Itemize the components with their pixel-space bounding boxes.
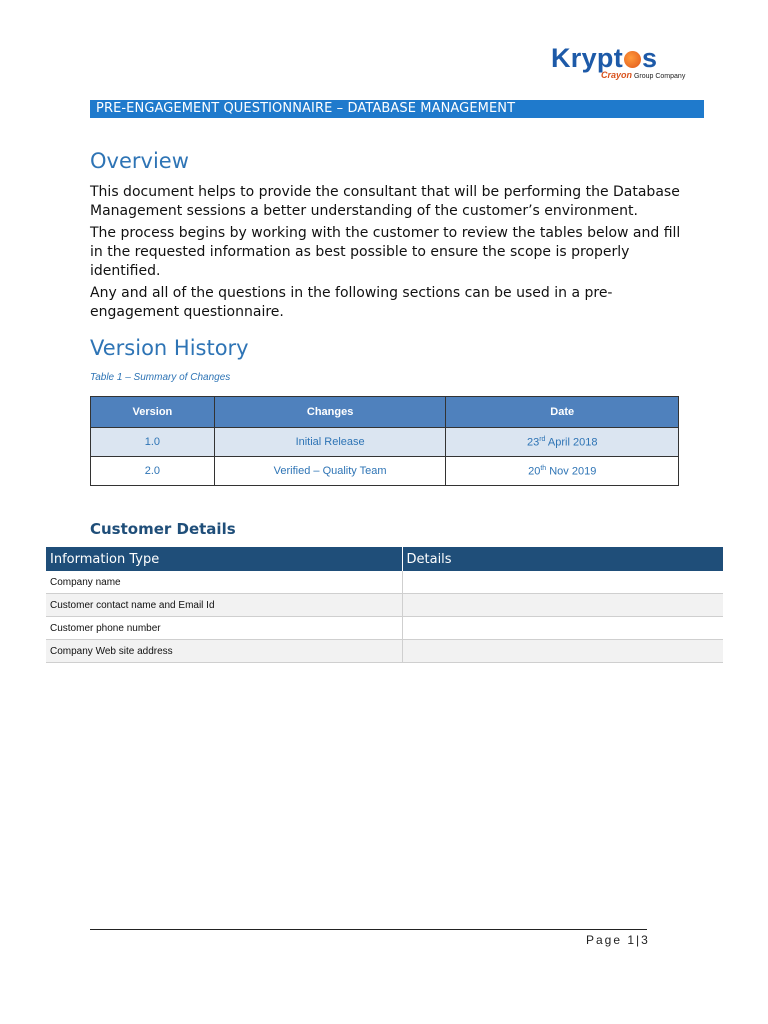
version-cell: 1.0 bbox=[91, 428, 215, 457]
logo-wordmark: Krypt s bbox=[551, 43, 658, 73]
table-header-row bbox=[46, 547, 723, 571]
overview-heading: Overview bbox=[90, 149, 189, 173]
logo-tagline: Crayon Group Company bbox=[601, 70, 686, 80]
details-cell[interactable] bbox=[402, 571, 723, 594]
changes-cell: Initial Release bbox=[214, 428, 446, 457]
version-history-table bbox=[90, 396, 679, 486]
page-number: Page 1|3 bbox=[586, 933, 650, 947]
table-row bbox=[46, 640, 723, 663]
kryptos-logo bbox=[551, 42, 686, 82]
table-caption: Table 1 – Summary of Changes bbox=[90, 372, 231, 383]
changes-cell: Verified – Quality Team bbox=[214, 457, 446, 486]
table-row bbox=[46, 571, 723, 594]
details-cell[interactable] bbox=[402, 617, 723, 640]
version-history-heading: Version History bbox=[90, 336, 249, 360]
table-row bbox=[46, 617, 723, 640]
information-type-cell: Customer phone number bbox=[46, 617, 402, 640]
column-header-version: Version bbox=[91, 397, 215, 428]
information-type-cell: Company name bbox=[46, 571, 402, 594]
version-cell: 2.0 bbox=[91, 457, 215, 486]
column-header-information-type: Information Type bbox=[46, 547, 402, 571]
table-header-row bbox=[91, 397, 679, 428]
information-type-cell: Customer contact name and Email Id bbox=[46, 594, 402, 617]
date-cell: 20th Nov 2019 bbox=[446, 457, 679, 486]
overview-paragraph-1: This document helps to provide the consultant that will be performing the Database Management sessions a better understanding of the customer’s environment. bbox=[90, 184, 680, 219]
overview-paragraph-2: The process begins by working with the customer to review the tables below and fill in the requested information as best possible to ensure the scope is properly identified. bbox=[90, 225, 681, 279]
details-cell[interactable] bbox=[402, 594, 723, 617]
column-header-changes: Changes bbox=[214, 397, 446, 428]
footer-divider bbox=[90, 929, 647, 930]
logo-ball-icon bbox=[624, 51, 641, 68]
document-title-banner: PRE-ENGAGEMENT QUESTIONNAIRE – DATABASE MANAGEMENT bbox=[90, 100, 704, 118]
table-row bbox=[46, 594, 723, 617]
column-header-details: Details bbox=[402, 547, 723, 571]
table-row bbox=[91, 428, 679, 457]
customer-details-table bbox=[46, 547, 723, 663]
date-cell: 23rd April 2018 bbox=[446, 428, 679, 457]
table-row bbox=[91, 457, 679, 486]
customer-details-heading: Customer Details bbox=[90, 520, 236, 538]
overview-paragraph-3: Any and all of the questions in the following sections can be used in a pre-engagement questionnaire. bbox=[90, 285, 613, 320]
information-type-cell: Company Web site address bbox=[46, 640, 402, 663]
details-cell[interactable] bbox=[402, 640, 723, 663]
column-header-date: Date bbox=[446, 397, 679, 428]
